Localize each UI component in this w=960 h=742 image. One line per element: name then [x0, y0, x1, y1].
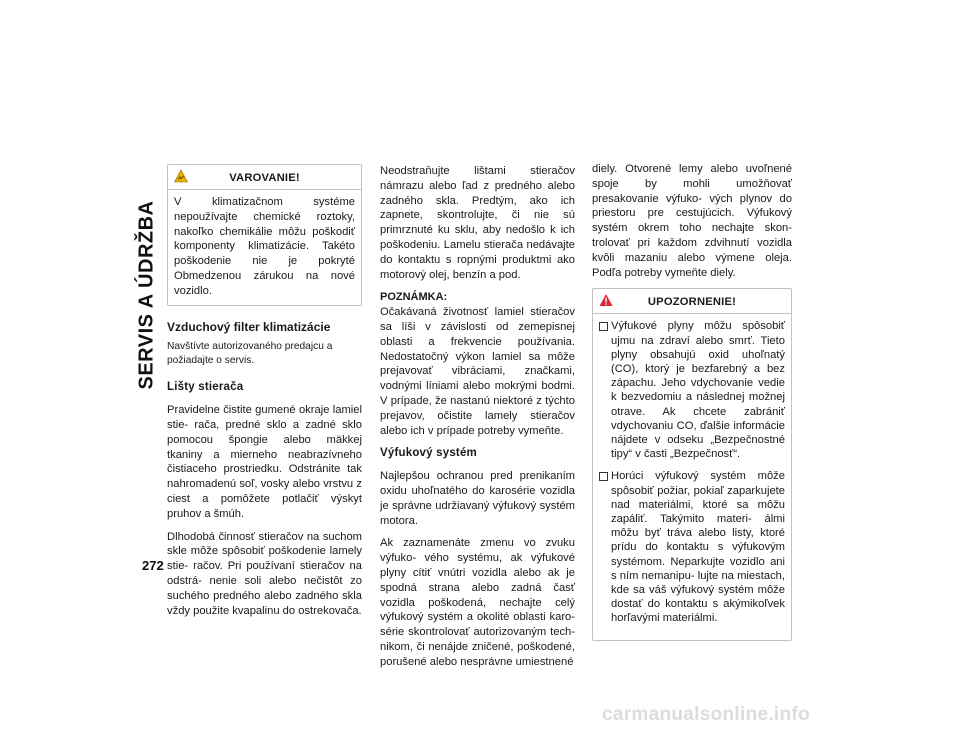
- column-3: [592, 162, 792, 655]
- list-item-text: Výfukové plyny môžu spôsobiť ujmu na zdraví alebo smrť. Tieto plyny obsahujú oxid uhoľnatý (CO), ktorý je bezfarebný a bez zápachu. Jeho vdychovanie vedie k bezvedomiu a následnej možnej otrave. Ak chcete zabrániť vdychovaniu CO, ďalšie informácie nájdete v odseku „Bezpečnostné tipy“ v časti „Bezpečnosť“.: [611, 320, 785, 461]
- section-side-tab-label: SERVIS A ÚDRŽBA: [135, 200, 158, 390]
- caution-list: [599, 319, 785, 625]
- paragraph: Pravidelne čistite gumené okraje lamiel stie- rača, predné sklo a zadné sklo pomocou špongie alebo mäkkej tkaniny a mierneho neabrazívneho čistiaceho prostriedku. Odstránite tak nahromadenú soľ, vosky alebo vrstvu z ciest a pomôžete potlačiť výskyt pruhov a šmúh.: [167, 404, 362, 520]
- list-item: [599, 319, 785, 461]
- caution-box: [592, 288, 792, 640]
- note-text: Očakávaná životnosť lamiel stieračov sa líši v závislosti od zemepisnej oblasti a frekvencie používania. Nedostatočný výkon lamiel sa môže prejavovať vibráciami, značkami, vodnými líniami alebo mokrými bodmi. V prípade, že nastanú niektoré z týchto prejavov, očistite lamely stieračov alebo ich v prípade potreby vymeňte.: [380, 306, 575, 437]
- caution-title: UPOZORNENIE!: [647, 296, 737, 309]
- warning-header: [168, 165, 361, 190]
- caution-header: [593, 289, 791, 314]
- paragraph: diely. Otvorené lemy alebo uvoľnené spoje by mohli umožňovať presakovanie výfuko- vých plynov do priestoru pre cestujúcich. Výfukový systém okrem toho nechajte skon- trolovať pri každom zdvihnutí vozidla kvôli mazaniu alebo výmene oleja. Podľa potreby vymeňte diely.: [592, 163, 792, 279]
- paragraph: Dlhodobá činnosť stieračov na suchom skle môže spôsobiť poškodenie lamely stie- račov. Pri používaní stieračov na odstrá- nenie soli alebo nečistôt zo suchého predného alebo zadného skla vždy použite kvapalinu do ostrekovača.: [167, 530, 362, 617]
- list-item-text: Horúci výfukový systém môže spôsobiť požiar, pokiaľ zaparkujete nad materiálmi, ktoré sa môžu zapáliť. Takýmito materi- álmi môžu byť tráva alebo listy, ktoré prídu do kontaktu s výfukovým systémom. Neparkujte vozidlo ani s ním nemanipu- lujte na miestach, kde sa váš výfukový systém môže dostať do kontaktu s akýmikoľvek horľavými materiálmi.: [611, 470, 785, 625]
- column-1: [167, 164, 362, 626]
- warning-title: VAROVANIE!: [229, 172, 300, 184]
- section-heading-ac-filter: Vzduchový filter klimatizácie: [167, 319, 331, 334]
- paragraph: Neodstraňujte lištami stieračov námrazu alebo ľad z predného alebo zadného skla. Predtým, ako ich zapnete, skontrolujte, či nie sú primrznuté ku sklu, aby nedošlo k ich poškodeniu. Lamelu stierača nedávajte do kontaktu s ropnými produktmi ako motorový olej, benzín a pod.: [380, 165, 575, 281]
- note-title: POZNÁMKA:: [380, 291, 448, 304]
- subheading-wiper-blades: Lišty stierača: [167, 381, 244, 394]
- ac-filter-note: Navštívte autorizovaného predajcu a požiadajte o servis.: [167, 341, 333, 367]
- checkbox-bullet-icon: [599, 472, 608, 481]
- caution-body: [593, 314, 791, 639]
- column-2: [380, 164, 575, 678]
- warning-text: V klimatizačnom systéme nepoužívajte chemické roztoky, nakoľko chemikálie môžu poškodiť komponenty klimatizácie. Takéto poškodenie nie je pokryté Obmedzenou zárukou na nové vozidlo.: [174, 196, 355, 297]
- list-item: [599, 469, 785, 625]
- watermark: carmanualsonline.info: [602, 704, 810, 725]
- paragraph: Ak zaznamenáte zmenu vo zvuku výfuko- vého systému, ak výfukové plyny cítiť vnútri vozidla alebo ak je spodná strana alebo zadná časť vozidla poškodená, nechajte celý výfukový systém a okolité oblasti karo- série skontrolovať autorizovaným tech- nikom, či nenájde zničené, poškodené, porušené alebo nesprávne umiestnené: [380, 537, 575, 668]
- warning-box: [167, 164, 362, 306]
- page-number: 272: [142, 558, 164, 573]
- section-side-tab: [135, 170, 158, 420]
- checkbox-bullet-icon: [599, 322, 608, 331]
- paragraph: Najlepšou ochranou pred prenikaním oxidu uhoľnatého do karosérie vozidla je správne udržiavaný výfukový systém motora.: [380, 470, 575, 527]
- subheading-exhaust-system: Výfukový systém: [380, 447, 477, 460]
